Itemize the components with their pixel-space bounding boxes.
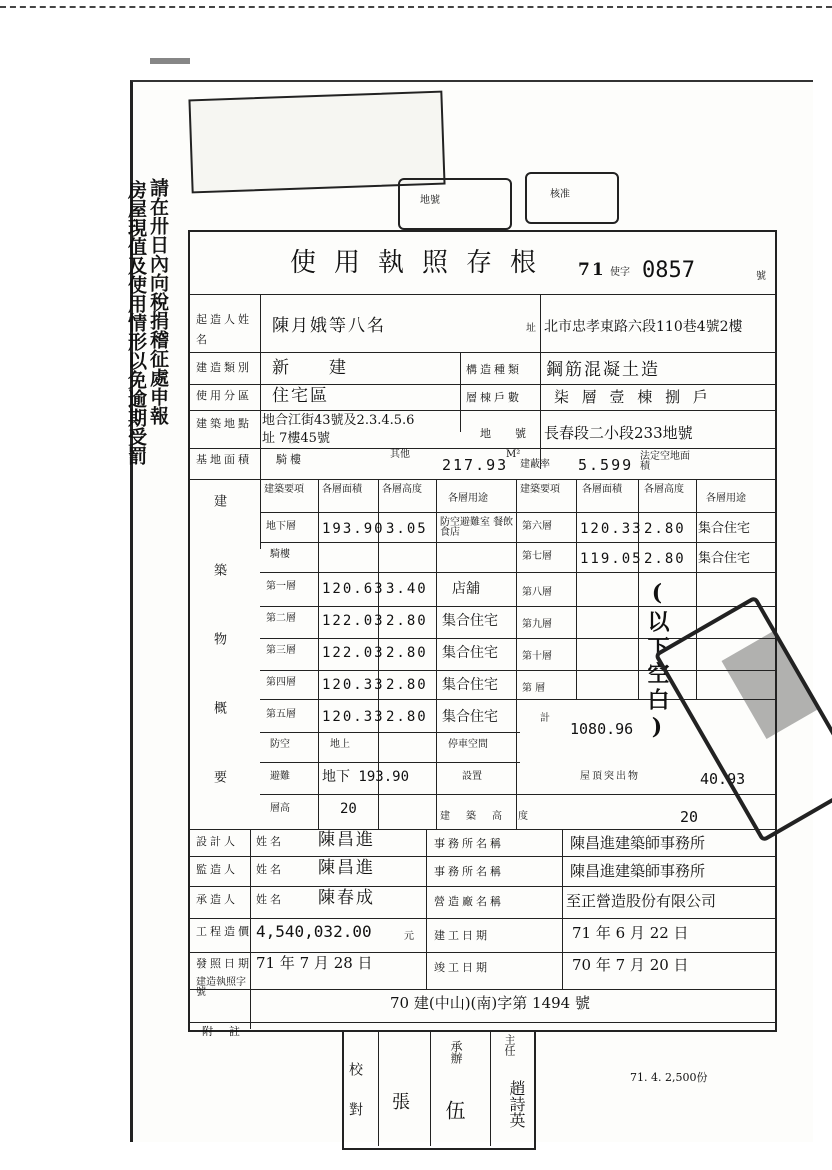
issue-value: 71 年 7 月 28 日 [256,954,373,972]
floor-left-area: 120.63 [322,581,385,597]
form-title: 使用執照存根 [290,248,555,278]
floor-left-name: 第三層 [266,645,296,656]
struct-label: 構造種類 [466,363,522,376]
site-value-1: 地合江街43號及2.3.4.5.6 [262,413,415,428]
designer-name-label: 姓名 [256,835,284,848]
license-number: 0857 [642,258,695,283]
floor-right-name: 第八層 [522,587,552,598]
supervisor-role: 監造人 [196,863,238,876]
cost-unit: 元 [404,931,414,942]
license-label: 使字 [610,267,630,278]
roof-value: 40.93 [700,770,746,788]
hdr-item-left: 建築要項 [264,484,304,495]
contractor-name-label: 姓名 [256,893,284,906]
struct-value: 鋼筋混凝土造 [546,360,660,380]
attach-label: 附註 [202,1025,256,1038]
scan-edge-top [0,0,832,8]
approval-stamp-right [525,172,619,224]
floor-left-height: 3.40 [386,581,428,597]
floor-right-area: 119.05 [580,551,643,567]
stamp-text-right: 核准 [550,189,570,200]
floor-left-use: 集合住宅 [442,709,498,725]
floor-left-area: 122.03 [322,613,385,629]
left-note-1: 請在卅日內向稅捐稽征處申報 [147,178,169,425]
hdr-area-right: 各層面積 [582,484,622,495]
floor-left-name: 第四層 [266,677,296,688]
floors-label: 層棟戶數 [466,391,522,404]
height-value: 20 [680,808,699,826]
contractor-name: 陳春成 [318,888,375,908]
finish-label: 竣工日期 [434,961,490,974]
hdr-height-right: 各層高度 [644,484,684,495]
designer-name: 陳昌進 [318,830,375,850]
floor-right-name: 第十層 [522,651,552,662]
floor-left-name: 層高 [270,803,290,814]
legal-label: 法定空地面積 [640,451,690,472]
sign-label-chief: 主任 [503,1034,516,1056]
build-type-value: 新建 [272,358,386,378]
floor-left-height: 2.80 [386,613,428,629]
floor-left-name: 第二層 [266,613,296,624]
ratio-value: 5.599 [578,456,634,474]
builder-addr-label: 址 [526,323,536,334]
area-unit: M² [506,449,521,460]
area-sub1: 騎樓 [276,453,304,466]
floor-left-height: 2.80 [386,677,428,693]
total-label: 計 [540,713,550,724]
sign-label-handler: 承辦 [449,1040,463,1064]
floors-value: 柒 層 壹 棟 捌 戶 [554,388,712,406]
floor-left-area: 20 [340,801,357,817]
floor-left-use: 防空避難室 餐飲食店 [440,517,514,538]
area-label: 基地面積 [196,453,252,466]
sign-label-check: 校對 [347,1062,363,1142]
floor-left-height: 2.80 [386,709,428,725]
floor-right-height: 2.80 [644,551,686,567]
left-note-2: 房屋現值及使用情形以免逾期受罰 [125,180,147,465]
floor-left-use: 店舖 [452,581,480,597]
floor-left-use: 集合住宅 [442,645,498,661]
permit-label: 建造執照字號 [196,977,246,998]
builder-label: 起造人姓名 [196,313,252,346]
builder-address: 北市忠孝東路六段110巷4號2樓 [544,319,743,335]
floor-right-name: 第六層 [522,521,552,532]
floor-left-name: 避難 [270,771,290,782]
designer-org-label: 事務所名稱 [434,837,504,850]
build-type-label: 建造類別 [196,361,252,374]
ratio-label: 建蔽率 [520,459,550,470]
floor-left-area: 122.03 [322,645,385,661]
floor-right-name: 第 層 [522,683,546,694]
floor-left-height: 2.80 [386,645,428,661]
land-label: 地號 [480,427,550,440]
floor-left-use: 集合住宅 [442,677,498,693]
total-value: 1080.96 [570,720,634,738]
floor-left-area: 地下 193.90 [322,769,410,785]
site-label: 建築地點 [196,417,252,430]
hdr-area-left: 各層面積 [322,484,362,495]
floor-left-name: 騎樓 [270,549,290,560]
designer-role: 設計人 [196,835,238,848]
supervisor-org-label: 事務所名稱 [434,865,504,878]
designer-org: 陳昌進建築師事務所 [570,834,706,852]
contractor-role: 承造人 [196,893,238,906]
floor-right-use: 集合住宅 [698,551,751,566]
footer-note: 71. 4. 2,500份 [630,1071,708,1084]
approval-stamp-left [398,178,512,230]
stamp-text-left: 地號 [420,195,440,206]
blank-mark: (以下空白) [644,580,670,744]
area-other: 217.93 [442,456,509,474]
hdr-use-left: 各層用途 [448,493,488,504]
floor-left-name: 第一層 [266,581,296,592]
cost-value: 4,540,032.00 [256,922,372,941]
license-suffix: 號 [756,271,766,282]
hdr-height-left: 各層高度 [382,484,422,495]
floor-left-use: 停車空間 [448,739,488,750]
floor-left-area: 地上 [330,739,350,750]
floor-right-name: 第九層 [522,619,552,630]
license-year: 71 [578,260,606,280]
floor-left-area: 120.33 [322,709,385,725]
zone-value: 住宅區 [272,386,329,406]
outline-label: 建築物概要 [211,494,226,839]
floor-left-height: 3.05 [386,521,428,537]
contractor-org: 至正營造股份有限公司 [566,892,717,910]
start-label: 建工日期 [434,929,490,942]
floor-left-name: 防空 [270,739,290,750]
sign-name-3: 趙詩英 [507,1080,526,1128]
land-value: 長春段二小段233地號 [544,424,693,442]
issue-label: 發照日期 [196,957,252,970]
floor-right-height: 2.80 [644,521,686,537]
contractor-org-label: 營造廠名稱 [434,895,504,908]
cost-label: 工程造價 [196,925,252,938]
roof-label: 屋頂突出物 [580,771,640,782]
height-label: 建築高度 [440,811,544,822]
hdr-item-right: 建築要項 [520,484,560,495]
supervisor-name: 陳昌進 [318,858,375,878]
scan-mark [150,58,190,64]
site-value-2: 址 7樓45號 [262,431,330,446]
supervisor-org: 陳昌進建築師事務所 [570,862,706,880]
floor-right-use: 集合住宅 [698,521,751,536]
hdr-use-right: 各層用途 [706,493,746,504]
license-form [188,230,777,1038]
floor-left-name: 第五層 [266,709,296,720]
floor-right-area: 120.33 [580,521,643,537]
floor-left-use: 設置 [462,771,482,782]
floor-left-area: 120.33 [322,677,385,693]
finish-value: 70 年 7 月 20 日 [572,956,689,974]
floor-right-name: 第七層 [522,551,552,562]
start-value: 71 年 6 月 22 日 [572,924,689,942]
permit-value: 70 建(中山)(南)字第 1494 號 [390,994,590,1012]
sign-name-1: 張 [389,1092,410,1110]
supervisor-name-label: 姓名 [256,863,284,876]
floor-left-name: 地下層 [266,521,296,532]
builder-value: 陳月娥等八名 [272,316,386,336]
area-sub2: 其他 [390,449,410,460]
floor-left-area: 193.90 [322,521,385,537]
zone-label: 使用分區 [196,389,252,402]
sign-name-2: 伍 [442,1100,466,1120]
floor-left-use: 集合住宅 [442,613,498,629]
